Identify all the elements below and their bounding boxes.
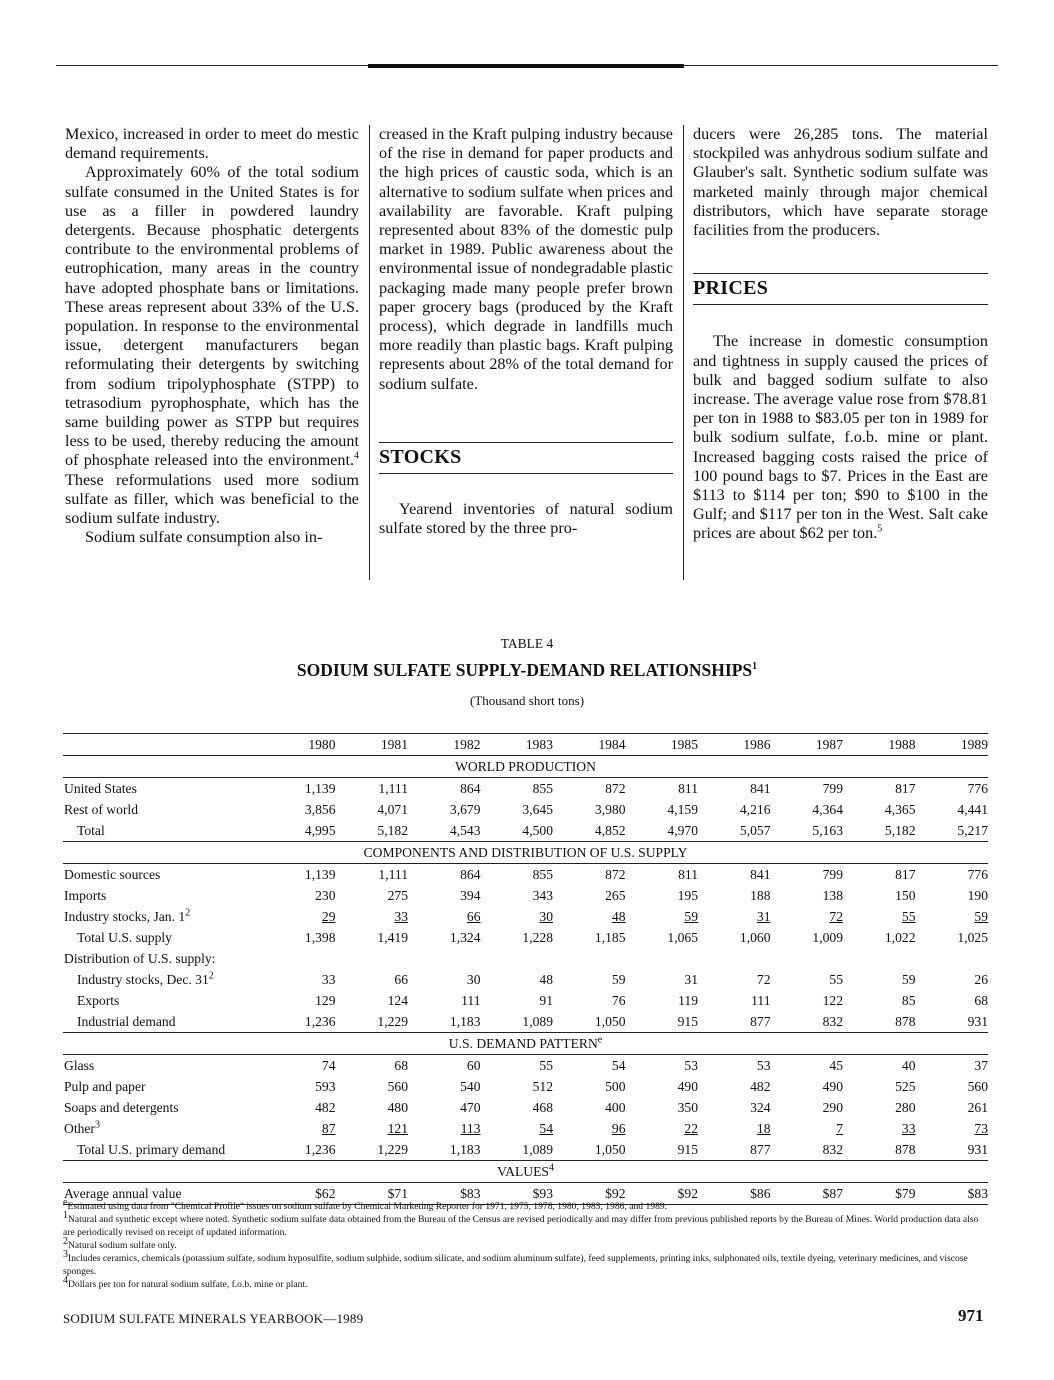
table-cell: 878 [895, 1142, 916, 1157]
table-cell: 817 [895, 867, 916, 882]
paragraph: Yearend inventories of natural sodium sulfate stored by the three pro- [379, 500, 673, 538]
section-row: U.S. DEMAND PATTERN$^e$ [63, 1033, 988, 1055]
table-cell: 29 [321, 909, 336, 924]
table-cell: 129 [315, 993, 336, 1008]
table-cell: 1,111 [378, 781, 408, 796]
year-header: 1988 [843, 734, 916, 756]
table-cell: 776 [967, 781, 988, 796]
table-cell: $87 [771, 1183, 844, 1205]
table-cell: 37 [974, 1058, 988, 1073]
table-cell: 841 [750, 867, 771, 882]
table-cell: 1,089 [522, 1142, 553, 1157]
table-cell: 54 [539, 1121, 553, 1136]
table-cell: 74 [321, 1058, 336, 1073]
table-cell: 122 [822, 993, 843, 1008]
table-cell: 55 [901, 909, 916, 924]
table-cell: 931 [967, 1142, 988, 1157]
page-number: 971 [958, 1306, 984, 1325]
table-cell: 1,050 [594, 1142, 626, 1157]
table-cell: 832 [822, 1014, 843, 1029]
table-cell: 877 [750, 1142, 771, 1157]
table-cell: $83 [408, 1183, 481, 1205]
table-cell: 124 [387, 993, 408, 1008]
table-cell: 400 [605, 1100, 626, 1115]
table-cell: 1,139 [304, 781, 336, 796]
table-cell: 1,183 [449, 1014, 481, 1029]
table-cell: 4,970 [667, 823, 698, 838]
table-cell: 1,236 [304, 1142, 336, 1157]
table-cell [916, 948, 989, 969]
table-cell: 1,419 [377, 930, 408, 945]
table-cell: 490 [677, 1079, 698, 1094]
table-cell: 512 [532, 1079, 553, 1094]
table-cell: 22 [684, 1121, 698, 1136]
table-cell: 150 [895, 888, 916, 903]
year-header: 1983 [481, 734, 554, 756]
table-cell [771, 948, 844, 969]
table-cell: 324 [750, 1100, 771, 1115]
table-cell: 1,236 [304, 1014, 336, 1029]
table-cell: 799 [822, 781, 843, 796]
table-cell: 1,111 [378, 867, 408, 882]
table-cell: 54 [611, 1058, 626, 1073]
year-header: 1984 [553, 734, 626, 756]
table-row [63, 820, 988, 842]
table-cell: 76 [611, 993, 626, 1008]
table-cell [263, 948, 336, 969]
table-cell: 30 [539, 909, 553, 924]
table-cell: 482 [315, 1100, 336, 1115]
table-cell: 188 [750, 888, 771, 903]
table-cell: 111 [751, 993, 771, 1008]
table-cell: 72 [756, 972, 771, 987]
row-label: Rest of world [64, 802, 139, 817]
row-label: Pulp and paper [64, 1079, 146, 1094]
table-cell: 560 [387, 1079, 408, 1094]
table-cell: 1,025 [957, 930, 988, 945]
table-row [63, 885, 988, 906]
footnote: $^e$Estimated using data from "Chemical Profile" issues on sodium sulfate by Chemical Marketing Reporter for 1971, 1975, 1978, 1980, 1983, 1986, and 1989. [63, 1196, 668, 1212]
table-row [63, 1011, 988, 1033]
row-label: Imports [64, 888, 107, 903]
table-cell: 877 [750, 1014, 771, 1029]
table-cell: 59 [974, 909, 988, 924]
table-cell: 190 [967, 888, 988, 903]
row-label: Soaps and detergents [64, 1100, 179, 1115]
table-row [63, 927, 988, 948]
paragraph: The increase in domestic consumption and tightness in supply caused the prices of bulk and bagged sodium sulfate to also increase. The average value rose from $78.81 per ton in 1988 to $83.05 per ton in 1989 for bulk sodium sulfate, f.o.b. mine or plant. Increased bagging costs raised the price of 100 pound bags to $7. Prices in the East are $113 to $114 per ton; $90 to $100 in the Gulf; and $117 per ton in the West. Salt cake prices are about $62 per ton.$^5$ [693, 332, 988, 543]
table-cell: 5,182 [884, 823, 916, 838]
table-cell: 811 [678, 781, 698, 796]
table-cell: 55 [829, 972, 843, 987]
year-header: 1985 [626, 734, 699, 756]
table-row [63, 1097, 988, 1118]
table-cell [843, 948, 916, 969]
table-cell: 5,217 [957, 823, 988, 838]
row-label: Total [77, 823, 105, 838]
table-cell: 343 [532, 888, 553, 903]
table-cell: 3,856 [304, 802, 336, 817]
table-cell: 33 [321, 972, 336, 987]
table-cell: 468 [532, 1100, 553, 1115]
table-cell: 3,645 [522, 802, 553, 817]
table-cell: 18 [756, 1121, 771, 1136]
table-cell: 59 [901, 972, 916, 987]
table-cell: 5,182 [377, 823, 408, 838]
table-cell: 470 [460, 1100, 481, 1115]
table-cell: 915 [677, 1014, 698, 1029]
table-subtitle: (Thousand short tons) [469, 693, 585, 708]
table-title: SODIUM SULFATE SUPPLY-DEMAND RELATIONSHIPS$^1$ [296, 660, 758, 680]
section-heading-stocks: STOCKS [379, 442, 673, 474]
row-label: Average annual value [63, 1183, 263, 1205]
table-cell: 85 [901, 993, 916, 1008]
table-cell: 45 [829, 1058, 843, 1073]
running-footer: SODIUM SULFATE MINERALS YEARBOOK—1989 [63, 1311, 364, 1326]
table-cell: 5,163 [812, 823, 843, 838]
paragraph: creased in the Kraft pulping industry because of the rise in demand for paper products and the high prices of caustic soda, which is an alternative to sodium sulfate when prices and availability are favorable. Kraft pulping represented about 83% of the domestic pulp market in 1989. Public awareness about the environmental issue of nondegradable plastic packaging made many people prefer brown paper grocery bags (produced by the Kraft process), which degrade in landfills much more readily than plastic bags. Kraft pulping represents about 28% of the total demand for sodium sulfate. [379, 125, 673, 393]
table-cell: 1,089 [522, 1014, 553, 1029]
table-cell: 394 [460, 888, 481, 903]
table-cell: 1,065 [667, 930, 698, 945]
table-cell: 811 [678, 867, 698, 882]
table-cell: 138 [822, 888, 843, 903]
table-cell: 113 [460, 1121, 481, 1136]
table-cell: $79 [843, 1183, 916, 1205]
paragraph: ducers were 26,285 tons. The material stockpiled was anhydrous sodium sulfate and Glauber's salt. Synthetic sodium sulfate was marketed mainly through major chemical distributors, which have separate storage facilities from the producers. [693, 125, 988, 240]
text-column-3 [693, 125, 988, 544]
table-cell: 68 [974, 993, 988, 1008]
table-cell: 817 [895, 781, 916, 796]
table-cell: 7 [836, 1121, 843, 1136]
table-cell: 799 [822, 867, 843, 882]
year-header-row [63, 734, 988, 756]
table-cell: 3,980 [594, 802, 626, 817]
row-label: Industry stocks, Dec. $31^2$ [77, 970, 214, 987]
section-row: COMPONENTS AND DISTRIBUTION OF U.S. SUPPLY [63, 842, 988, 864]
table-cell: 4,500 [522, 823, 553, 838]
table-cell: 280 [895, 1100, 916, 1115]
table-cell: 30 [466, 972, 481, 987]
table-cell: 96 [611, 1121, 626, 1136]
column-divider-1 [369, 125, 370, 580]
year-header: 1987 [771, 734, 844, 756]
table-cell: 5,057 [739, 823, 771, 838]
table-cell: 66 [394, 972, 408, 987]
table-cell: 59 [611, 972, 626, 987]
paragraph: Approximately 60% of the total sodium sulfate consumed in the United States is for use as a filler in powdered laundry detergents. Because phosphatic detergents contribute to the environmental problems of eutrophication, many areas in the country have adopted phosphate bans or limitations. These areas represent about 33% of the U.S. population. In response to the environmental issue, detergent manufacturers began reformulating their detergents by switching from sodium tripolyphosphate (STPP) to tetrasodium pyrophosphate, which has the same building power as STPP but requires less to be used, thereby reducing the amount of phosphate released into the environment.$^4$ These reformulations used more sodium sulfate as filler, which was beneficial to the sodium sulfate industry. [65, 163, 359, 528]
table-cell: 560 [967, 1079, 988, 1094]
table-cell: 4,543 [449, 823, 481, 838]
table-cell: 864 [460, 781, 481, 796]
table-cell: 59 [684, 909, 698, 924]
section-row: VALUES$^4$ [63, 1161, 988, 1183]
section-heading-prices: PRICES [693, 273, 988, 305]
text-column-1 [65, 125, 359, 547]
table-cell: 1,398 [304, 930, 336, 945]
table-cell: 48 [539, 972, 553, 987]
table-cell: 275 [387, 888, 408, 903]
table-cell: 55 [539, 1058, 553, 1073]
table-cell: 482 [750, 1079, 771, 1094]
table-cell: 1,139 [304, 867, 336, 882]
table-cell: 60 [466, 1058, 481, 1073]
table-footnotes [63, 1196, 988, 1291]
table-row [63, 1076, 988, 1097]
table-cell: 1,324 [449, 930, 481, 945]
table-cell: 31 [684, 972, 698, 987]
table-cell: $71 [336, 1183, 409, 1205]
table-cell: 872 [605, 781, 626, 796]
table-row [63, 948, 988, 969]
table-cell: 4,216 [739, 802, 771, 817]
table-cell: 265 [605, 888, 626, 903]
table-cell: 26 [974, 972, 988, 987]
footnote: $^3$Includes ceramics, chemicals (potassium sulfate, sodium hyposulfite, sodium sulphide, sodium silicate, and sodium aluminum sulfate), feed supplements, printing inks, sulphonated oils, textile dyeing, veterinary medicines, and viscose sponges. [63, 1248, 968, 1277]
row-label: Industry stocks, Jan. $1^2$ [64, 907, 191, 924]
table-cell: 855 [532, 781, 553, 796]
footnote: $^2$Natural sodium sulfate only. [63, 1235, 177, 1251]
table-cell: 4,852 [594, 823, 626, 838]
table-cell: 53 [756, 1058, 771, 1073]
text-column-2 [379, 125, 673, 538]
table-cell: 290 [822, 1100, 843, 1115]
table-cell: 230 [315, 888, 336, 903]
table-cell: 593 [315, 1079, 336, 1094]
table-cell: 4,071 [377, 802, 408, 817]
table-cell: 841 [750, 781, 771, 796]
table-cell [698, 948, 771, 969]
table-cell: $93 [481, 1183, 554, 1205]
table-cell: 540 [460, 1079, 481, 1094]
paragraph: Sodium sulfate consumption also in- [85, 528, 323, 547]
table-cell: 31 [756, 909, 771, 924]
row-label: Domestic sources [64, 867, 161, 882]
table-cell: 4,365 [884, 802, 916, 817]
table-cell: 350 [677, 1100, 698, 1115]
table-cell: 480 [387, 1100, 408, 1115]
table-cell: 73 [974, 1121, 988, 1136]
footnote: $^1$Natural and synthetic except where noted. Synthetic sodium sulfate data obtained from the Bureau of the Census are revised periodically and may differ from previous published reports by the Bureau of Mines. World production data also are periodically revised on receipt of updated information. [63, 1209, 979, 1238]
year-header: 1981 [336, 734, 409, 756]
table-cell [408, 948, 481, 969]
table-cell: 1,183 [449, 1142, 481, 1157]
table-cell: 1,022 [884, 930, 916, 945]
table-cell [553, 948, 626, 969]
year-header: 1982 [408, 734, 481, 756]
table-cell: 4,995 [304, 823, 336, 838]
table-cell: 864 [460, 867, 481, 882]
table-cell: 121 [387, 1121, 408, 1136]
table-row [63, 906, 988, 927]
table-cell [336, 948, 409, 969]
table-cell: 1,185 [594, 930, 626, 945]
year-header: 1980 [263, 734, 336, 756]
table-cell: 33 [901, 1121, 916, 1136]
row-label: Exports [77, 993, 120, 1008]
table-row [63, 1055, 988, 1077]
table-cell: 195 [677, 888, 698, 903]
table-row [63, 990, 988, 1011]
table-cell: $83 [916, 1183, 989, 1205]
table-row [63, 969, 988, 990]
table-cell: 855 [532, 867, 553, 882]
table-cell: 1,228 [522, 930, 553, 945]
row-label: Total U.S. supply [77, 930, 172, 945]
table-cell: 4,364 [812, 802, 843, 817]
row-label: Industrial demand [77, 1014, 176, 1029]
table-cell: 66 [466, 909, 481, 924]
table-cell [481, 948, 554, 969]
year-header: 1989 [916, 734, 989, 756]
table-cell: 776 [967, 867, 988, 882]
table-cell: $62 [263, 1183, 336, 1205]
table-cell: 33 [394, 909, 408, 924]
table-cell: 4,159 [667, 802, 698, 817]
table-cell: 91 [539, 993, 553, 1008]
footnote: $^4$Dollars per ton for natural sodium sulfate, f.o.b. mine or plant. [63, 1274, 308, 1290]
supply-demand-table [63, 733, 988, 1205]
row-label: Other$^3$ [64, 1119, 100, 1136]
table-cell: 4,441 [957, 802, 988, 817]
table-row [63, 778, 988, 800]
table-cell: 872 [605, 867, 626, 882]
table-cell: $86 [698, 1183, 771, 1205]
table-cell: 53 [684, 1058, 698, 1073]
paragraph: Mexico, increased in order to meet do mestic demand requirements. [65, 125, 359, 163]
row-label: Distribution of U.S. supply: [64, 951, 216, 966]
table-row [63, 1118, 988, 1139]
table-cell: $92 [553, 1183, 626, 1205]
table-cell: 525 [895, 1079, 916, 1094]
table-cell: 915 [677, 1142, 698, 1157]
table-row [63, 1139, 988, 1161]
table-cell: 1,229 [377, 1142, 408, 1157]
year-header: 1986 [698, 734, 771, 756]
table-cell: 68 [394, 1058, 408, 1073]
table-cell: 1,060 [739, 930, 771, 945]
table-cell: 878 [895, 1014, 916, 1029]
table-cell: 500 [605, 1079, 626, 1094]
table-cell: 261 [967, 1100, 988, 1115]
row-label: United States [64, 781, 137, 796]
table-cell: 1,050 [594, 1014, 626, 1029]
table-cell: 87 [321, 1121, 336, 1136]
row-label: Glass [64, 1058, 95, 1073]
table-cell: 40 [901, 1058, 916, 1073]
table-label: TABLE 4 [500, 636, 554, 651]
table-cell: 119 [678, 993, 698, 1008]
table-cell: 111 [461, 993, 481, 1008]
section-row: WORLD PRODUCTION [63, 756, 988, 778]
row-label: Total U.S. primary demand [77, 1142, 226, 1157]
table-cell: 1,229 [377, 1014, 408, 1029]
top-rule-bold [368, 64, 684, 68]
table-cell: 490 [822, 1079, 843, 1094]
table-cell: $92 [626, 1183, 699, 1205]
table-cell: 72 [829, 909, 843, 924]
table-cell: 931 [967, 1014, 988, 1029]
table-cell: 832 [822, 1142, 843, 1157]
table-cell: 48 [611, 909, 626, 924]
table-cell: 1,009 [812, 930, 843, 945]
column-divider-2 [683, 125, 684, 580]
table-row [63, 799, 988, 820]
table-cell: 3,679 [449, 802, 481, 817]
table-row [63, 864, 988, 886]
table-cell [626, 948, 699, 969]
